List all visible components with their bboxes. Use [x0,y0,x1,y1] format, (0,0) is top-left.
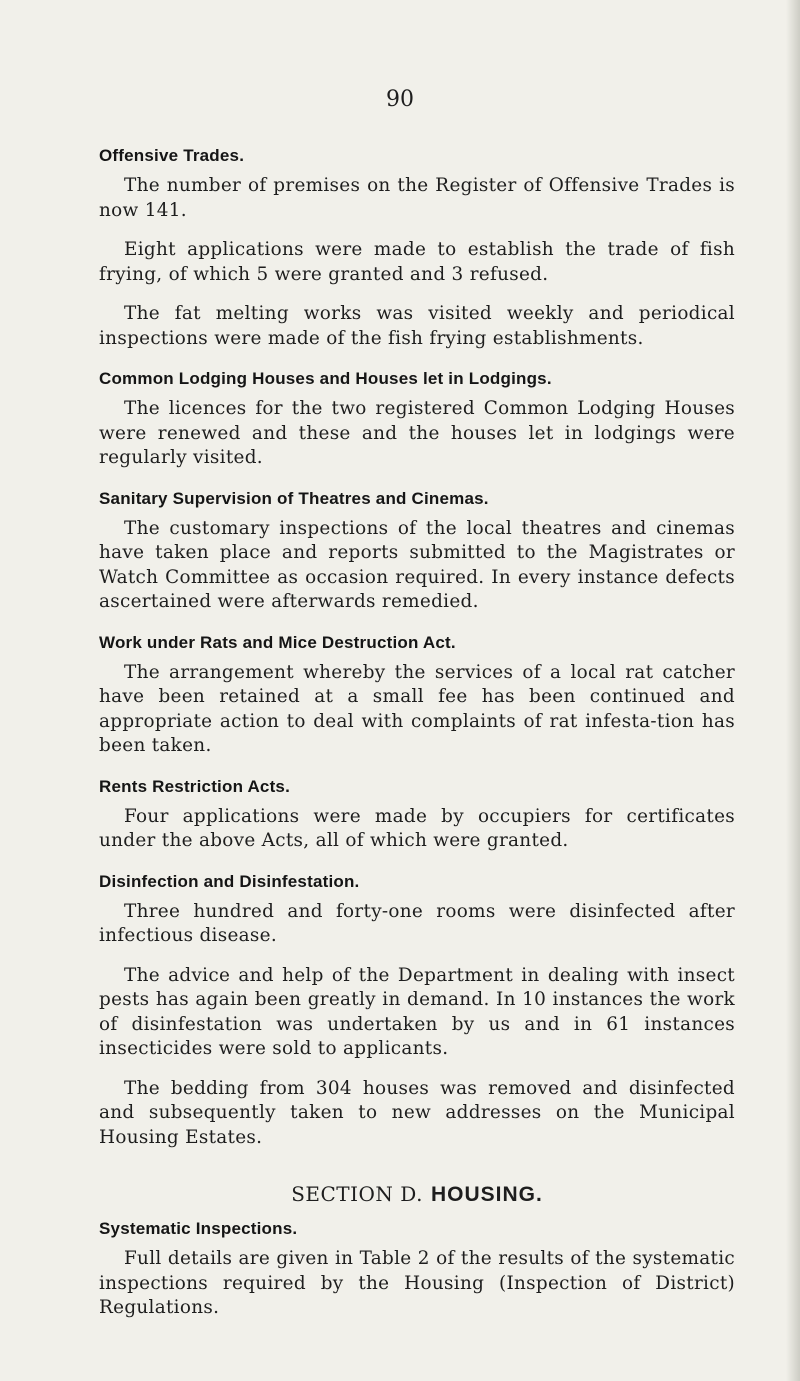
section-heading: Work under Rats and Mice Destruction Act. [99,632,456,652]
section-heading: Sanitary Supervision of Theatres and Cinemas. [99,488,489,508]
paragraph: Four applications were made by occupiers for certificates under the above Acts, all of which were granted. [99,805,735,851]
page-number: 90 [386,87,414,112]
section-heading: Offensive Trades. [99,146,245,165]
section-disinfection [99,872,735,1151]
document-body [99,146,735,1339]
paragraph: Full details are given in Table 2 of the results of the systematic inspections required by the Housing (Inspection of District) Regulations. [99,1248,735,1318]
section-systematic-inspections [99,1219,735,1321]
section-common-lodging-houses [99,369,735,471]
section-heading: Common Lodging Houses and Houses let in Lodgings. [99,369,552,388]
section-offensive-trades [99,146,735,351]
section-d-title [99,1182,735,1207]
paragraph: The bedding from 304 houses was removed and disinfected and subsequently taken to new addresses on the Municipal Housing Estates. [99,1077,735,1148]
section-heading: Disinfection and Disinfestation. [99,871,360,891]
paragraph: The customary inspections of the local theatres and cinemas have taken place and reports submitted to the Magistrates or Watch Committee as occasion required. In every instance defects ascertained were afterwards remedied. [99,517,735,612]
paragraph: The licences for the two registered Common Lodging Houses were renewed and these and the houses let in lodgings were regularly visited. [99,398,735,468]
paragraph: The advice and help of the Department in dealing with insect pests has again been greatly in demand. In 10 instances the work of disinfestation was undertaken by us and in 61 instances insecticides were sold to applicants. [99,964,735,1059]
paragraph: Eight applications were made to establish the trade of fish frying, of which 5 were granted and 3 refused. [99,239,735,285]
section-heading: Systematic Inspections. [99,1219,298,1238]
page-edge-shadow [786,0,800,1381]
paragraph: Three hundred and forty-one rooms were disinfected after infectious disease. [99,900,735,946]
section-d-name: HOUSING. [430,1183,543,1206]
section-theatres-cinemas [99,489,735,615]
section-d-prefix: SECTION D. [291,1182,423,1206]
paragraph: The fat melting works was visited weekly and periodical inspections were made of the fish frying establishments. [99,303,735,349]
paragraph: The arrangement whereby the services of a local rat catcher have been retained at a small fee has been continued and appropriate action to deal with complaints of rat infesta-tion has been taken. [99,661,735,756]
section-rats-mice [99,633,735,759]
section-rents-restriction [99,777,735,854]
section-heading: Rents Restriction Acts. [99,776,291,796]
paragraph: The number of premises on the Register of Offensive Trades is now 141. [99,175,735,221]
